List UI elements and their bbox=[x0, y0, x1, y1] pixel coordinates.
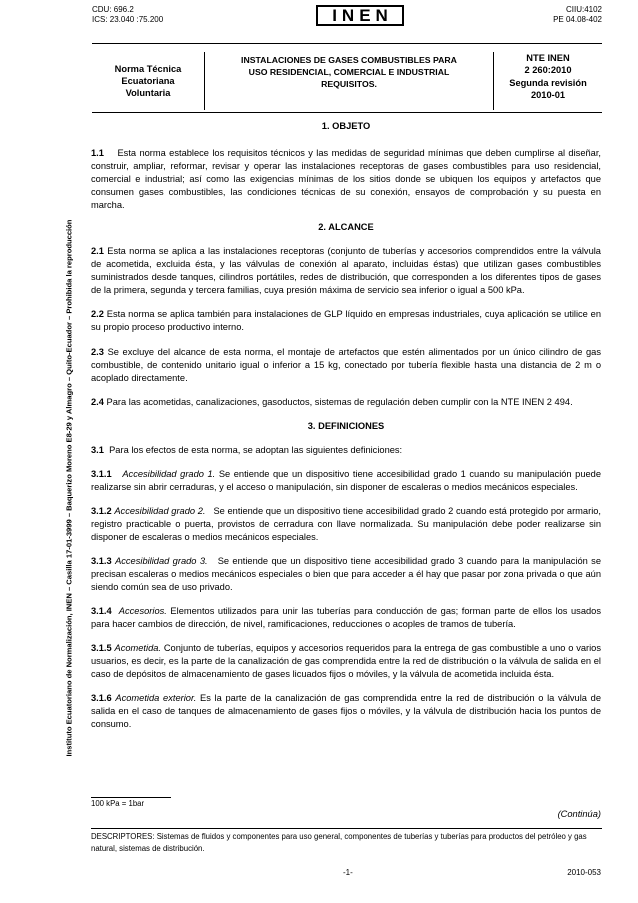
document-header bbox=[92, 5, 602, 39]
clause-number: 3.1.3 bbox=[91, 555, 112, 566]
section-heading-alcance: 2. ALCANCE bbox=[318, 222, 374, 233]
descriptors: DESCRIPTORES: Sistemas de fluidos y componentes para uso general, componentes de tuberías y tuberías para productos del petróleo y gas natural, sistemas de distribución. bbox=[91, 832, 587, 853]
term: Accesibilidad grado 1. bbox=[122, 468, 216, 479]
clause-number: 3.1.5 bbox=[91, 643, 112, 654]
clause-3-1 bbox=[91, 444, 601, 457]
ics-code: ICS: 23.040 :75.200 bbox=[92, 14, 164, 24]
norm-type-line: Voluntaria bbox=[125, 88, 171, 98]
page-number: -1- bbox=[343, 868, 353, 877]
norm-id-line: NTE INEN bbox=[526, 53, 570, 63]
inen-logo: INEN bbox=[316, 5, 404, 26]
clause-number: 2.2 bbox=[91, 309, 104, 320]
clause-text: Elementos utilizados para unir las tuberías para conducción de gas; forman parte de ellos los usados para hacer cambios de dirección, de nivel, ramificaciones, reducciones o acoples de tramos de tubería. bbox=[91, 606, 601, 630]
term: Accesorios. bbox=[118, 606, 167, 617]
pe-code: PE 04.08-402 bbox=[553, 14, 602, 24]
clause-3-1-4 bbox=[91, 605, 601, 631]
term: Acometida exterior. bbox=[115, 693, 197, 704]
norm-type-line: Ecuatoriana bbox=[121, 76, 175, 86]
section-heading-objeto: 1. OBJETO bbox=[321, 121, 371, 131]
footnote-rule bbox=[91, 797, 171, 798]
section-heading-definiciones: 3. DEFINICIONES bbox=[307, 420, 385, 431]
clause-2-2 bbox=[91, 308, 601, 334]
institute-address: Instituto Ecuatoriano de Normalización, INEN – Casilla 17-01-3999 – Baquerizo Moreno E8-29 y Almagro – Quito-Ecuador – Prohibida la reproducción bbox=[64, 219, 74, 756]
term: Accesibilidad grado 3. bbox=[115, 555, 208, 566]
title-line: REQUISITOS. bbox=[321, 79, 377, 89]
norm-id-line: 2010-01 bbox=[530, 90, 566, 101]
title-line: INSTALACIONES DE GASES COMBUSTIBLES PARA bbox=[241, 55, 457, 65]
clause-number: 2.3 bbox=[91, 346, 104, 357]
cdu-code: CDU: 696.2 bbox=[92, 5, 134, 14]
clause-text: Para los efectos de esta norma, se adoptan las siguientes definiciones: bbox=[109, 444, 403, 455]
clause-2-4 bbox=[91, 396, 601, 409]
clause-number: 2.4 bbox=[91, 396, 104, 407]
header-rule-top bbox=[92, 43, 602, 44]
norm-id bbox=[494, 52, 602, 110]
term: Accesibilidad grado 2. bbox=[114, 505, 206, 516]
clause-number: 2.1 bbox=[91, 246, 104, 257]
classification-codes-left bbox=[92, 5, 163, 24]
footnote: 100 kPa = 1bar bbox=[91, 799, 145, 808]
norm-id-line: 2 260:2010 bbox=[524, 65, 572, 76]
clause-number: 3.1 bbox=[91, 444, 104, 455]
clause-number: 3.1.4 bbox=[91, 606, 112, 617]
document-code: 2010-053 bbox=[567, 868, 601, 877]
title-line: USO RESIDENCIAL, COMERCIAL E INDUSTRIAL bbox=[248, 67, 450, 77]
classification-codes-right bbox=[553, 5, 602, 24]
ciiu-code: CIIU:4102 bbox=[565, 5, 602, 14]
clause-number: 3.1.6 bbox=[91, 693, 112, 704]
clause-text: Para las acometidas, canalizaciones, gasoductos, sistemas de regulación deben cumplir con la NTE INEN 2 494. bbox=[106, 396, 573, 407]
clause-text: Es la parte de la canalización de gas comprendida entre la red de distribución o la válvula de salida en el caso de tanques de almacenamiento de gases fijos o móviles, y la válvula de distribución hacia los puntos de consumo. bbox=[91, 693, 602, 730]
clause-text: Se excluye del alcance de esta norma, el montaje de artefactos que estén alimentados por un único cilindro de gas combustible, de contenido unitario igual o inferior a 15 kg, conectado por tubería flexible hasta una distancia de 2 m o acoplado directamente. bbox=[91, 346, 601, 383]
clause-number: 3.1.1 bbox=[91, 468, 112, 479]
clause-1-1 bbox=[91, 147, 601, 212]
clause-text: Esta norma se aplica también para instalaciones de GLP líquido en empresas industriales, cuya aplicación se utilice en su propio proceso productivo interno. bbox=[91, 309, 601, 333]
document-title bbox=[204, 52, 494, 110]
vertical-sidebar-text bbox=[62, 130, 76, 845]
clause-3-1-3 bbox=[91, 555, 601, 594]
clause-number: 1.1 bbox=[91, 148, 104, 158]
clause-2-1 bbox=[91, 245, 601, 297]
norm-id-line: Segunda revisión bbox=[509, 77, 587, 88]
norm-type-line: Norma Técnica bbox=[114, 64, 182, 74]
continued-label: (Continúa) bbox=[557, 809, 601, 819]
clause-text: Se entiende que un dispositivo tiene accesibilidad grado 3 cuando para la manipulación se precisan escaleras o medios mecánicos especiales o bien que para acceder a él hay que pasar por zona privada o que aún siendo común sea de uso privado. bbox=[91, 555, 601, 593]
title-box bbox=[92, 52, 602, 112]
document-body bbox=[91, 121, 601, 732]
clause-3-1-6 bbox=[91, 692, 601, 731]
clause-text: Se entiende que un dispositivo tiene accesibilidad grado 2 cuando está protegido por armario, registro practicable o puerta, provistos de cerradura con llave normalizada. Su manipulación debe poder realizarse sin disponer de escaleras o medios mecánicos especiales. bbox=[91, 505, 602, 542]
clause-3-1-2 bbox=[91, 505, 601, 544]
norm-type bbox=[92, 52, 204, 110]
clause-number: 3.1.2 bbox=[91, 505, 112, 516]
clause-text: Se entiende que un dispositivo tiene accesibilidad grado 1 cuando su manipulación puede realizarse sin abrir cerraduras, y el acceso o manipulación, sin disponer de escaleras o medios mecánicos especiales. bbox=[91, 468, 602, 492]
clause-text: Esta norma establece los requisitos técnicos y las medidas de seguridad mínimas que deben cumplirse al diseñar, construir, ampliar, reformar, revisar y operar las instalaciones receptoras de gases combustibles para uso residencial, comercial e industrial; así como las exigencias mínimas de los sitios donde se ubiquen los equipos y artefactos que consumen gases combustibles, las condiciones técnicas de su conexión, ensayos de comprobación y su puesta en marcha. bbox=[91, 148, 601, 211]
clause-3-1-5 bbox=[91, 642, 601, 681]
clause-3-1-1 bbox=[91, 468, 601, 494]
header-rule-bottom bbox=[92, 112, 602, 113]
clause-text: Conjunto de tuberías, equipos y accesorios requeridos para la entrega de gas combustible a uno o varios usuarios, es decir, es la parte de la canalización de gas comprendida entre la red de distribución o la válvula de salida en el caso de depósitos de almacenamiento de gases licuados fijos o móviles, y la válvula de acometida incluida ésta. bbox=[91, 643, 601, 680]
term: Acometida. bbox=[114, 643, 162, 654]
clause-2-3 bbox=[91, 346, 601, 385]
descriptors-rule bbox=[91, 828, 602, 829]
clause-text: Esta norma se aplica a las instalaciones receptoras (conjunto de tuberías y accesorios comprendidos entre la válvula de acometida, excluida ésta, y las válvulas de conexión al aparato, incluidas éstas) que utilizan gases combustibles suministrados desde tanques, cilindros portátiles, redes de distribución, que corresponden a los diferentes tipos de gases de la primera, segunda y tercera familias, cuya presión máxima de servicio sea inferior o igual a 500 kPa. bbox=[91, 246, 601, 296]
